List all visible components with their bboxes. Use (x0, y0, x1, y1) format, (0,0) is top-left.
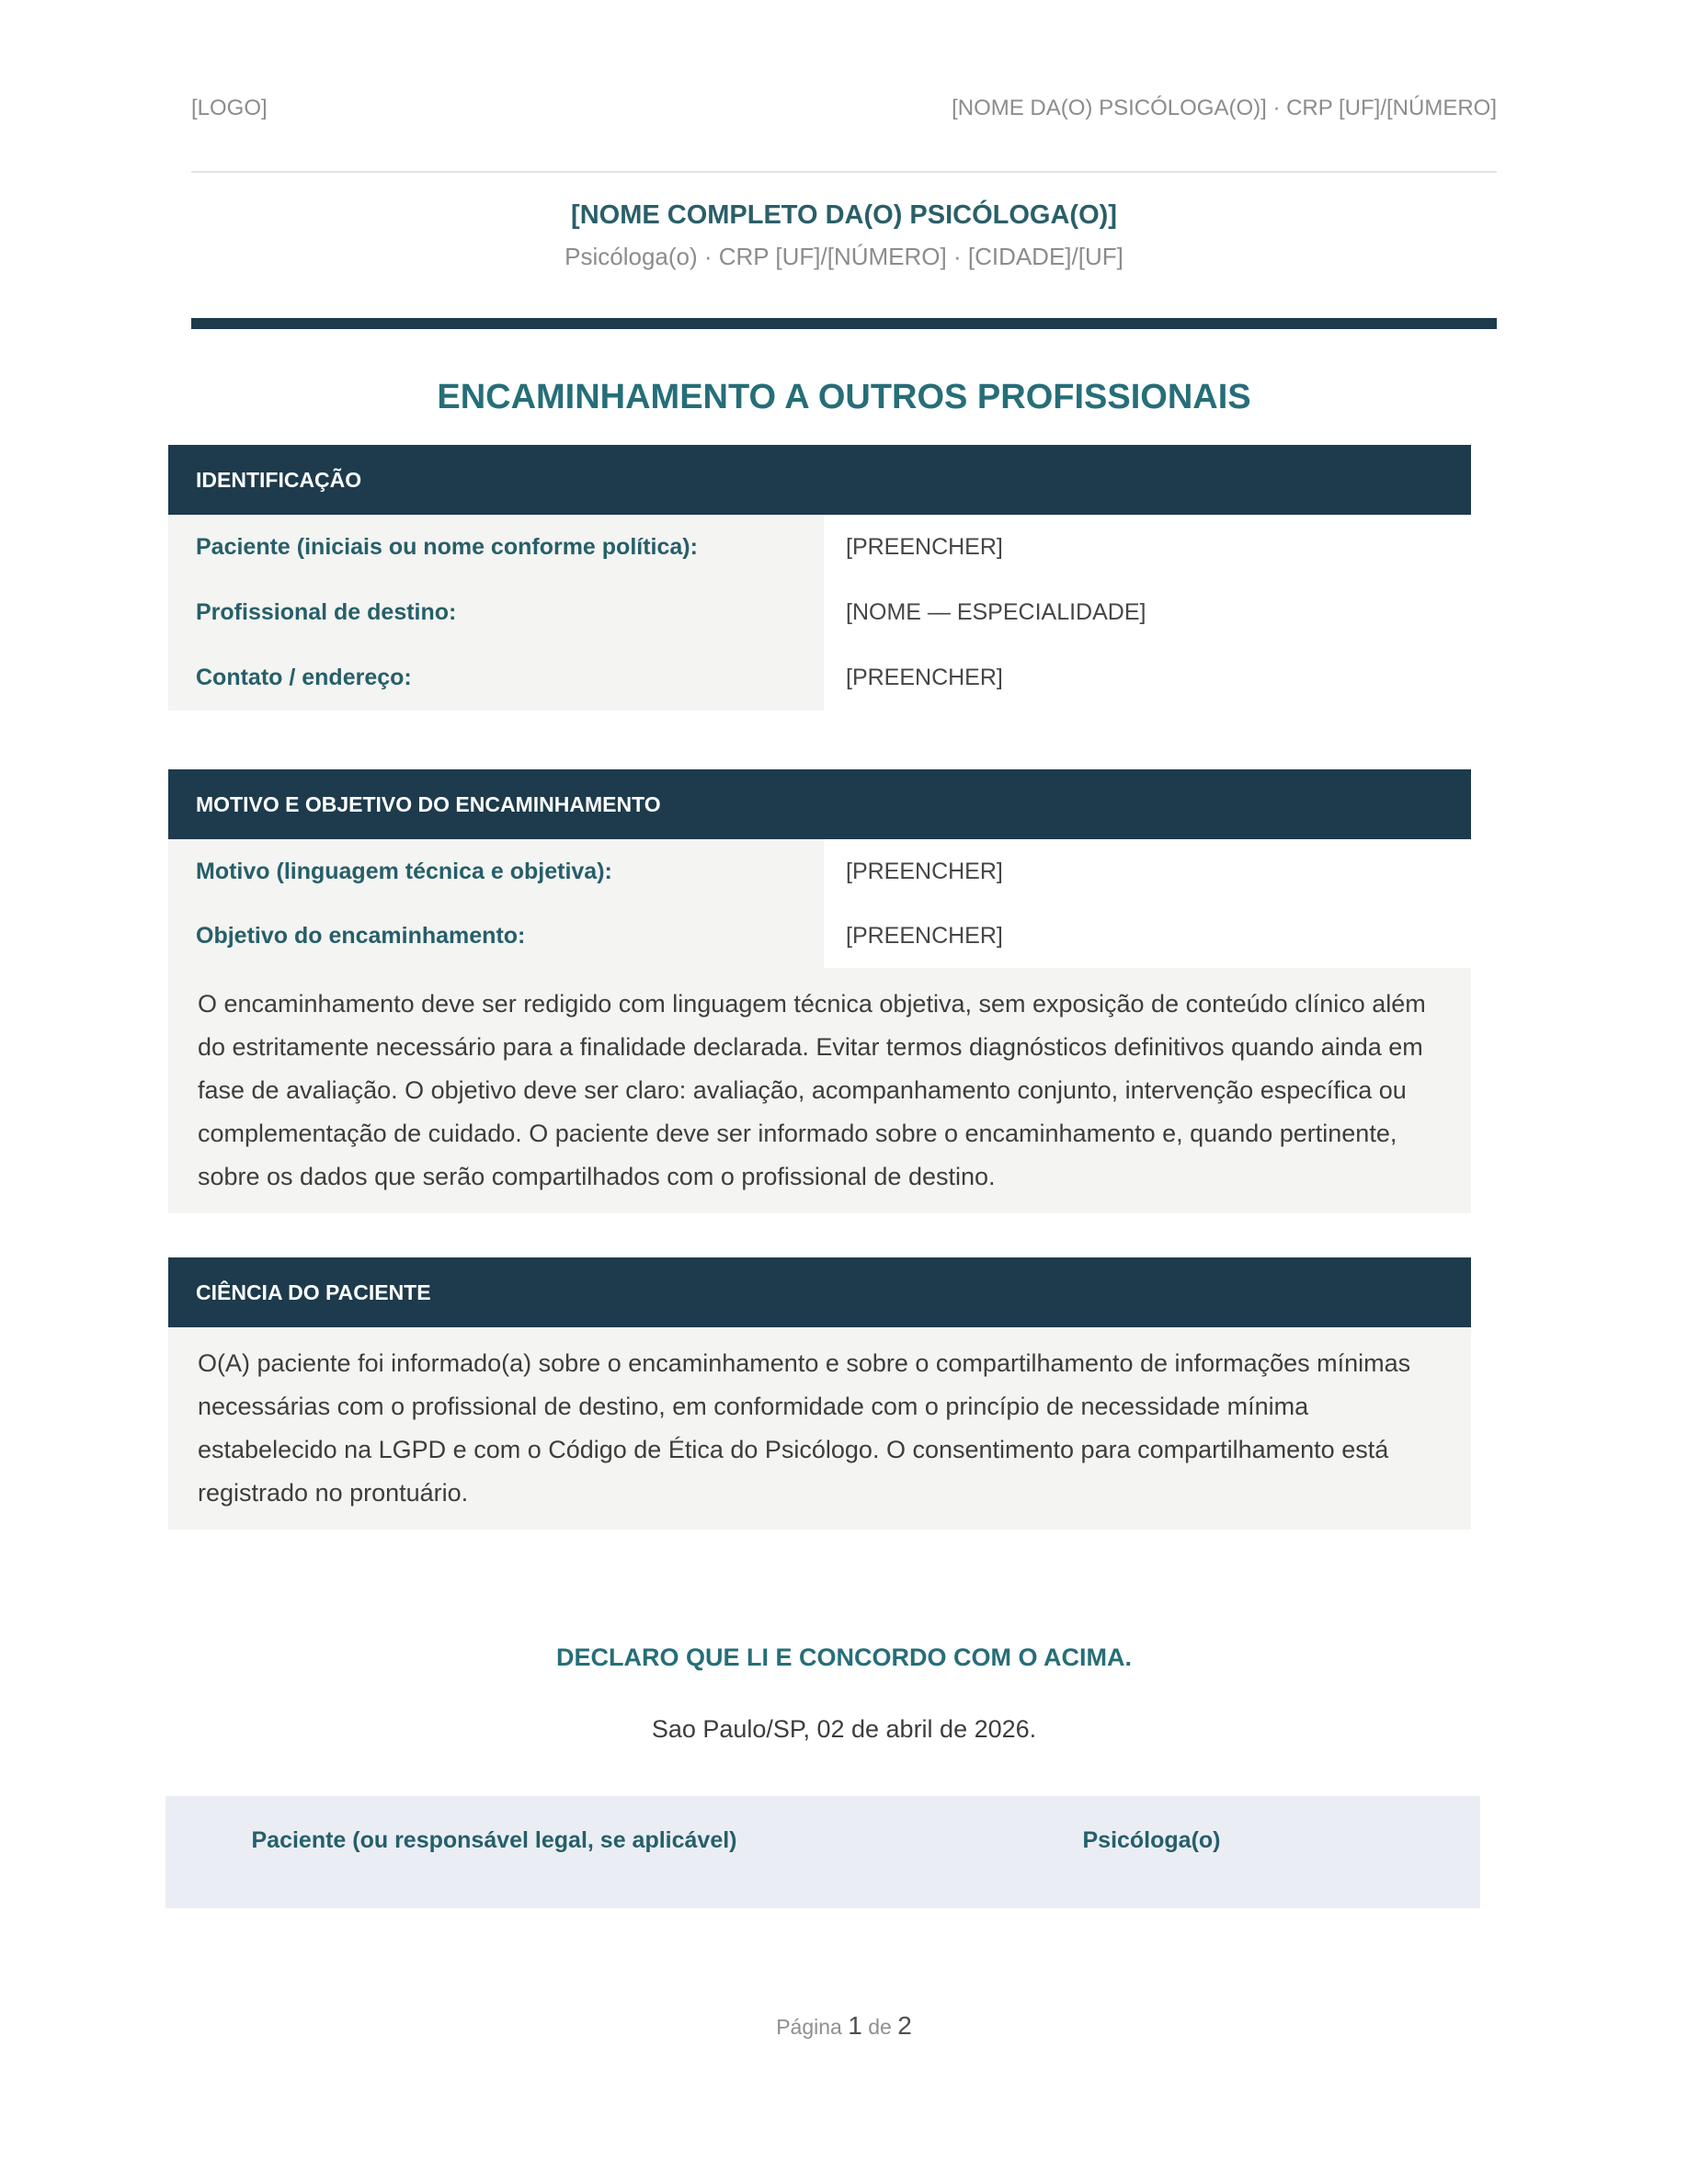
section-heading-motivo: MOTIVO E OBJETIVO DO ENCAMINHAMENTO (168, 769, 1471, 839)
logo-placeholder: [LOGO] (191, 96, 268, 120)
section-heading-ciencia: CIÊNCIA DO PACIENTE (168, 1257, 1471, 1327)
motivo-guidance-note: O encaminhamento deve ser redigido com linguagem técnica objetiva, sem exposição de conteúdo clínico além do estritamente necessário para a finalidade declarada. Evitar termos diagnósticos definitivos quando ainda em fase de avaliação. O objetivo deve ser claro: avaliação, acompanhamento conjunto, intervenção específica ou complementação de cuidado. O paciente deve ser informado sobre o encaminhamento e, quando pertinente, sobre os dados que serão compartilhados com o profissional de destino. (168, 968, 1471, 1213)
row-paciente (168, 515, 1471, 580)
row-objetivo (168, 904, 1471, 968)
row-contato-endereco-label: Contato / endereço: (168, 645, 824, 711)
signature-patient-label: Paciente (ou responsável legal, se aplicável) (251, 1827, 737, 1853)
section-ciencia-paciente (0, 1257, 1688, 1530)
footer-page-word: Página (776, 2015, 842, 2039)
place-date-line: Sao Paulo/SP, 02 de abril de 2026. (651, 1715, 1037, 1743)
footer-of-word: de (868, 2015, 892, 2039)
section-heading-identificacao: IDENTIFICAÇÃO (168, 445, 1471, 515)
psychologist-name-title: [NOME COMPLETO DA(O) PSICÓLOGA(O)] (571, 200, 1117, 230)
row-profissional-destino (168, 580, 1471, 645)
footer-total-pages: 2 (897, 2011, 912, 2040)
row-profissional-destino-label: Profissional de destino: (168, 580, 824, 645)
credentials-line: Psicóloga(o) · CRP [UF]/[NÚMERO] · [CIDADE]/[UF] (565, 243, 1123, 270)
declaration-statement: DECLARO QUE LI E CONCORDO COM O ACIMA. (556, 1644, 1132, 1671)
row-motivo (168, 839, 1471, 904)
section-identificacao (0, 445, 1688, 711)
signature-block (165, 1796, 1480, 1908)
row-paciente-value[interactable]: [PREENCHER] (824, 515, 1471, 580)
row-paciente-label: Paciente (iniciais ou nome conforme política): (168, 515, 824, 580)
letterhead-divider (191, 171, 1497, 173)
page-footer (0, 2011, 1688, 2041)
document-title: ENCAMINHAMENTO A OUTROS PROFISSIONAIS (437, 378, 1251, 416)
row-motivo-label: Motivo (linguagem técnica e objetiva): (168, 839, 824, 904)
row-contato-endereco (168, 645, 1471, 711)
footer-page-number: 1 (848, 2011, 862, 2040)
row-objetivo-label: Objetivo do encaminhamento: (168, 904, 824, 968)
row-motivo-value[interactable]: [PREENCHER] (824, 839, 1471, 904)
ciencia-note: O(A) paciente foi informado(a) sobre o encaminhamento e sobre o compartilhamento de informações mínimas necessárias com o profissional de destino, em conformidade com o princípio de necessidade mínima estabelecido na LGPD e com o Código de Ética do Psicólogo. O consentimento para compartilhamento está registrado no prontuário. (168, 1327, 1471, 1530)
section-motivo-objetivo (0, 769, 1688, 1213)
divider-band (191, 318, 1497, 329)
row-profissional-destino-value[interactable]: [NOME — ESPECIALIDADE] (824, 580, 1471, 645)
letterhead (191, 0, 1497, 121)
row-objetivo-value[interactable]: [PREENCHER] (824, 904, 1471, 968)
row-contato-endereco-value[interactable]: [PREENCHER] (824, 645, 1471, 711)
letterhead-professional-line: [NOME DA(O) PSICÓLOGA(O)] · CRP [UF]/[NÚMERO] (952, 96, 1497, 120)
signature-psychologist-label: Psicóloga(o) (1082, 1827, 1221, 1853)
